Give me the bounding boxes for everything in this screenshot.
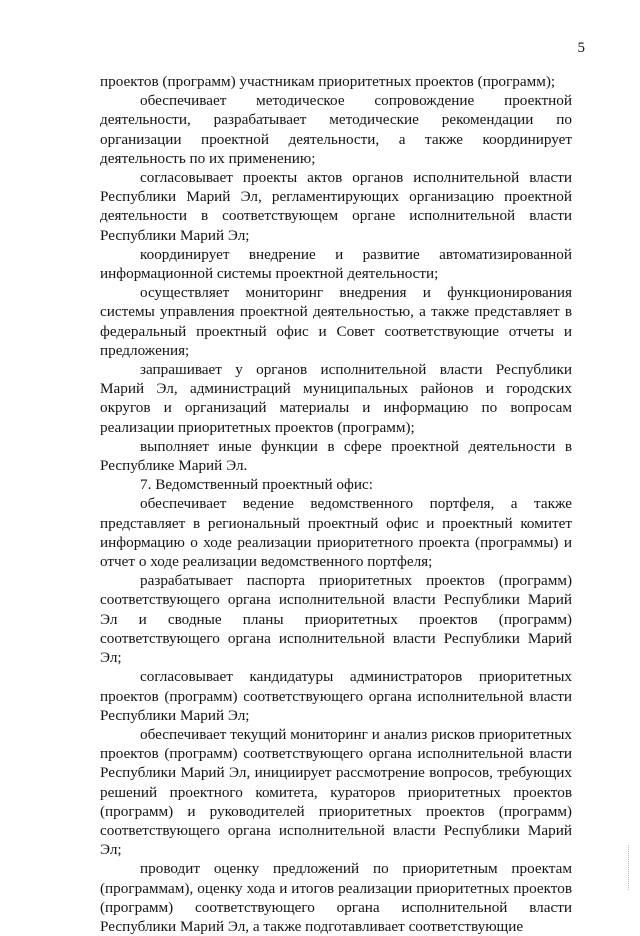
paragraph: согласовывает проекты актов органов исполнительной власти Республики Марий Эл, регламентирующих организацию проектной деятельности в соответствующем органе исполнительной власти Республики Марий Эл; [100,169,572,244]
paragraph: выполняет иные функции в сфере проектной деятельности в Республике Марий Эл. [100,437,572,475]
paragraph: запрашивает у органов исполнительной власти Республики Марий Эл, администраций муниципальных районов и городских округов и организаций материалы и информацию по вопросам реализации приоритетных проектов (программ); [100,361,572,436]
scan-edge-marks [628,845,632,890]
paragraph: координирует внедрение и развитие автоматизированной информационной системы проектной деятельности; [100,245,572,283]
paragraph: согласовывает кандидатуры администраторов приоритетных проектов (программ) соответствующего органа исполнительной власти Республики Марий Эл; [100,668,572,724]
document-body [100,72,572,936]
paragraph: проводит оценку предложений по приоритетным проектам (программам), оценку хода и итогов реализации приоритетных проектов (программ) соответствующего органа исполнительной власти Республики Марий Эл, а также подготавливает соответствующие [100,860,572,935]
paragraph: разрабатывает паспорта приоритетных проектов (программ) соответствующего органа исполнительной власти Республики Марий Эл и сводные планы приоритетных проектов (программ) соответствующего органа исполнительной власти Республики Марий Эл; [100,572,572,667]
paragraph: обеспечивает методическое сопровождение проектной деятельности, разрабатывает методические рекомендации по организации проектной деятельности, а также координирует деятельность по их применению; [100,92,572,167]
paragraph: осуществляет мониторинг внедрения и функционирования системы управления проектной деятельностью, а также представляет в федеральный проектный офис и Совет соответствующие отчеты и предложения; [100,284,572,359]
page-number: 5 [577,40,585,56]
paragraph: проектов (программ) участникам приоритетных проектов (программ); [100,73,556,90]
paragraph: обеспечивает текущий мониторинг и анализ рисков приоритетных проектов (программ) соответствующего органа исполнительной власти Республики Марий Эл, инициирует рассмотрение вопросов, требующих решений проектного комитета, кураторов приоритетных проектов (программ) и руководителей приоритетных проектов (программ) соответствующего органа исполнительной власти Республики Марий Эл; [100,725,572,859]
paragraph: обеспечивает ведение ведомственного портфеля, а также представляет в региональный проектный офис и проектный комитет информацию о ходе реализации приоритетного проекта (программы) и отчет о ходе реализации ведомственного портфеля; [100,495,572,571]
section-heading: 7. Ведомственный проектный офис: [140,476,373,494]
